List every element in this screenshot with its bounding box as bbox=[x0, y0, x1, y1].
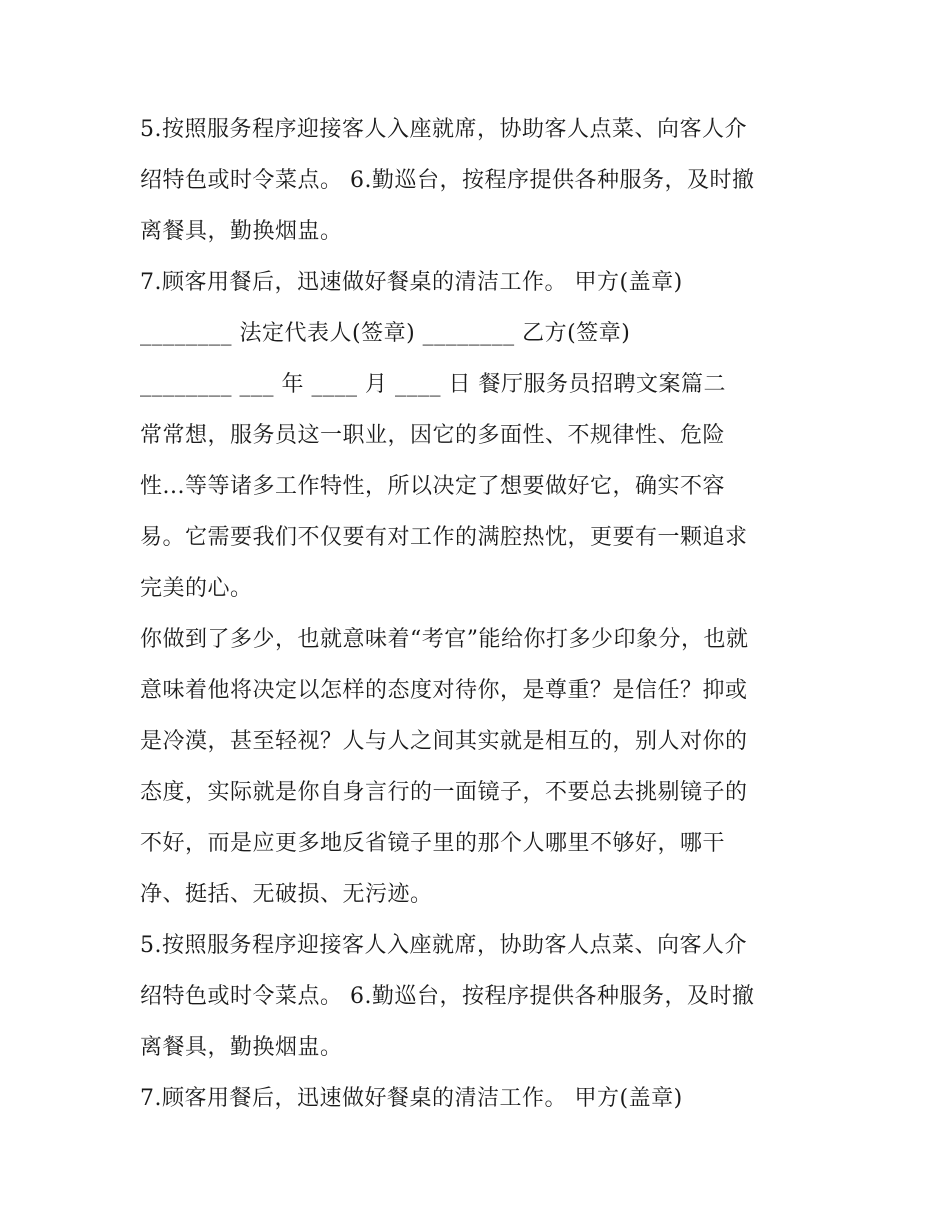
text-line: 绍特色或时令菜点。 6.勤巡台，按程序提供各种服务，及时撤 bbox=[140, 984, 755, 1009]
text-line: 5.按照服务程序迎接客人入座就席，协助客人点菜、向客人介 bbox=[140, 117, 747, 142]
text-line: 7.顾客用餐后，迅速做好餐桌的清洁工作。 甲方(盖章) bbox=[140, 270, 683, 295]
text-line: 完美的心。 bbox=[140, 576, 253, 601]
text-line: 意味着他将决定以怎样的态度对待你，是尊重？是信任？抑或 bbox=[140, 678, 748, 703]
text-line: 5.按照服务程序迎接客人入座就席，协助客人点菜、向客人介 bbox=[140, 933, 747, 958]
text-line: 7.顾客用餐后，迅速做好餐桌的清洁工作。 甲方(盖章) bbox=[140, 1086, 683, 1111]
text-line: 离餐具，勤换烟盅。 bbox=[140, 1035, 343, 1060]
text-line: 绍特色或时令菜点。 6.勤巡台，按程序提供各种服务，及时撤 bbox=[140, 168, 755, 193]
text-line: 态度，实际就是你自身言行的一面镜子，不要总去挑剔镜子的 bbox=[140, 780, 748, 805]
text-line: 性...等等诸多工作特性，所以决定了想要做好它，确实不容 bbox=[140, 474, 725, 499]
text-line: 离餐具，勤换烟盅。 bbox=[140, 219, 343, 244]
text-line: 常常想，服务员这一职业，因它的多面性、不规律性、危险 bbox=[140, 423, 726, 448]
date-line: ________ ___ 年 ____ 月 ____ 日 餐厅服务员招聘文案篇二 bbox=[140, 372, 726, 397]
text-line: 净、挺括、无破损、无污迹。 bbox=[140, 882, 433, 907]
document-body bbox=[140, 108, 820, 1128]
signature-line: ________ 法定代表人(签章) ________ 乙方(签章) bbox=[140, 321, 631, 346]
text-line: 你做到了多少，也就意味着“考官”能给你打多少印象分，也就 bbox=[140, 627, 749, 652]
text-line: 不好，而是应更多地反省镜子里的那个人哪里不够好，哪干 bbox=[140, 831, 726, 856]
text-line: 是冷漠，甚至轻视？人与人之间其实就是相互的，别人对你的 bbox=[140, 729, 748, 754]
text-line: 易。它需要我们不仅要有对工作的满腔热忱，更要有一颗追求 bbox=[140, 525, 748, 550]
